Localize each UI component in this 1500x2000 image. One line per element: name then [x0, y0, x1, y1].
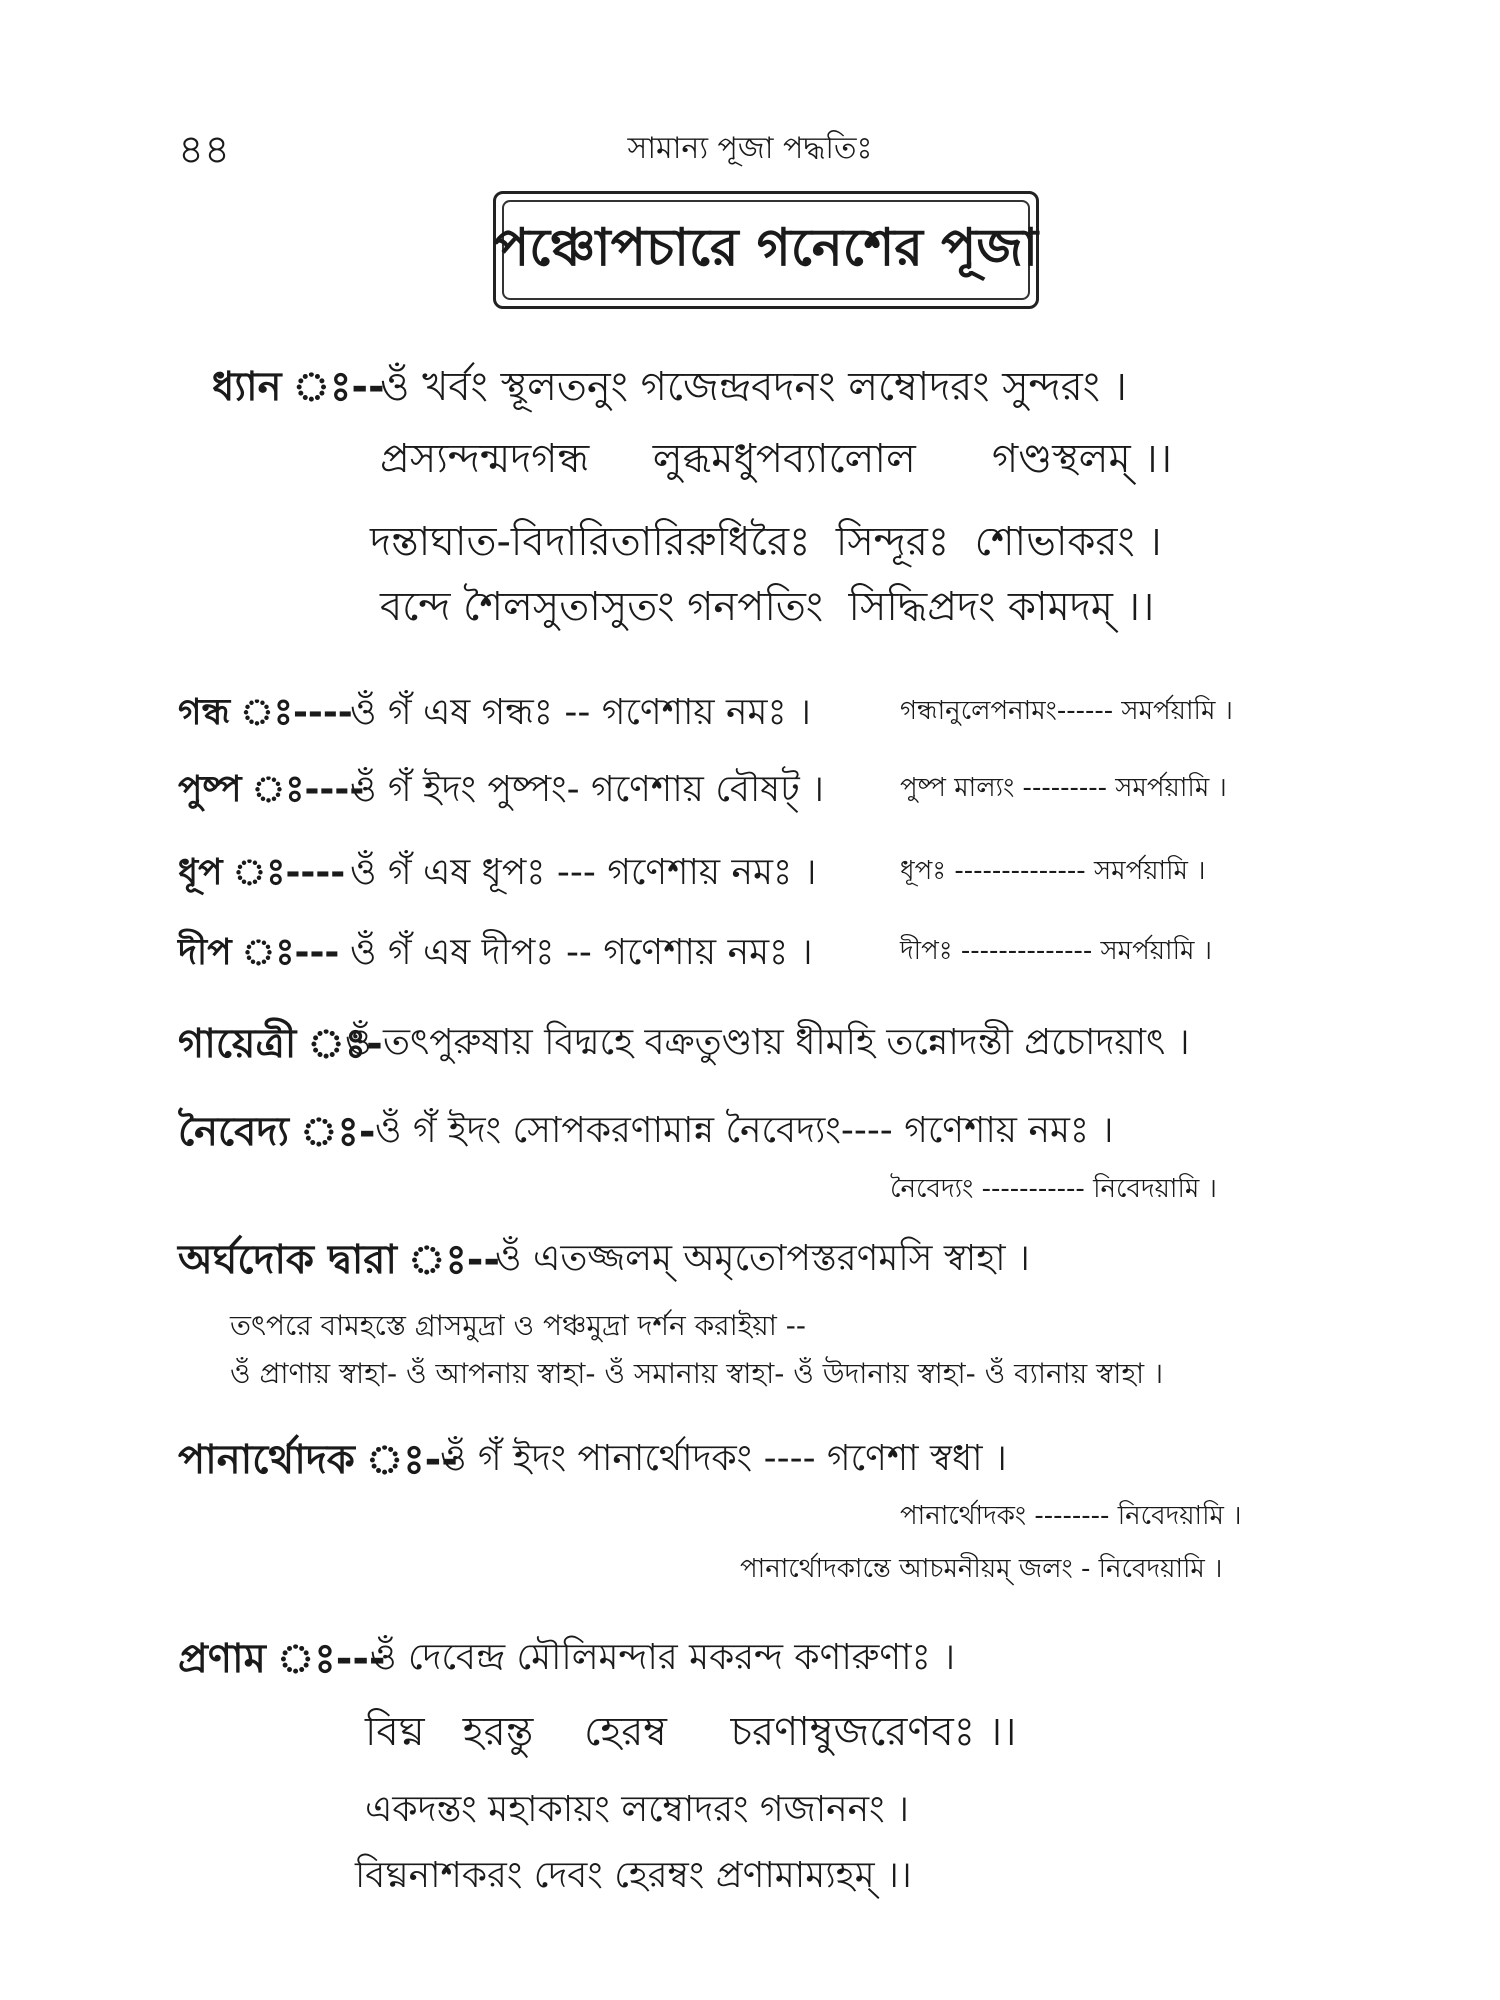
dhup-mantra: ওঁ গঁ এষ ধূপঃ --- গণেশায় নমঃ ।	[350, 852, 817, 893]
arghya-text: ওঁ এতজ্জলম্ অমৃতোপস্তরণমসি স্বাহা ।	[495, 1238, 1030, 1279]
dhup-label: ধূপ ঃ----	[178, 852, 346, 893]
arghya-note-2: ওঁ প্রাণায় স্বাহা- ওঁ আপনায় স্বাহা- ওঁ সমানায় স্বাহা- ওঁ উদানায় স্বাহা- ওঁ ব্যানায় স্বাহা ।	[230, 1357, 1164, 1390]
title-box	[493, 191, 1039, 309]
arghya-note-1: তৎপরে বামহস্তে গ্রাসমুদ্রা ও পঞ্চমুদ্রা দর্শন করাইয়া --	[230, 1309, 806, 1342]
page-title: পঞ্চোপচারে গনেশের পূজা	[502, 200, 1030, 300]
pranam-line-1: ওঁ দেবেন্দ্র মৌলিমন্দার মকরন্দ কণারুণাঃ ।	[370, 1637, 956, 1678]
dip-offer: দীপঃ -------------- সমর্পয়ামি ।	[900, 936, 1213, 966]
dip-label: দীপ ঃ---	[178, 932, 340, 973]
panartho-text: ওঁ গঁ ইদং পানার্থোদকং ---- গণেশা স্বধা ।	[440, 1438, 1007, 1479]
pushpa-label: পুষ্প ঃ----	[178, 769, 365, 810]
pranam-line-3: একদন্তং মহাকায়ং লম্বোদরং গজাননং ।	[365, 1789, 909, 1830]
dip-mantra: ওঁ গঁ এষ দীপঃ -- গণেশায় নমঃ ।	[350, 932, 813, 973]
dhyan-line-3: দন্তাঘাত-বিদারিতারিরুধিরৈঃ সিন্দূরঃ শোভাকরং ।	[370, 519, 1162, 565]
gayatri-text: ওঁ তৎপুরুষায় বিদ্মহে বক্রতুণ্ডায় ধীমহি তন্নোদন্তী প্রচোদয়াৎ ।	[345, 1022, 1190, 1063]
naivedya-text: ওঁ গঁ ইদং সোপকরণামান্ন নৈবেদ্যং---- গণেশায় নমঃ ।	[375, 1110, 1114, 1151]
pranam-line-4: বিঘ্ননাশকরং দেবং হেরম্বং প্রণামাম্যহম্ ।।	[355, 1855, 912, 1896]
gandha-mantra: ওঁ গঁ এষ গন্ধঃ -- গণেশায় নমঃ ।	[350, 692, 812, 733]
dhyan-label: ধ্যান ঃ--	[212, 364, 385, 410]
running-head: সামান্য পূজা পদ্ধতিঃ	[627, 131, 873, 166]
page-number: ৪৪	[178, 127, 230, 173]
naivedya-offer: নৈবেদ্যং ----------- নিবেদয়ামি ।	[890, 1174, 1217, 1204]
dhup-offer: ধূপঃ -------------- সমর্পয়ামি ।	[900, 856, 1206, 886]
panartho-offer-2: পানার্থোদকান্তে আচমনীয়ম্ জলং - নিবেদয়ামি ।	[740, 1554, 1223, 1584]
pushpa-offer: পুষ্প মাল্যং --------- সমর্পয়ামি ।	[900, 773, 1227, 803]
pushpa-mantra: ওঁ গঁ ইদং পুষ্পং- গণেশায় বৌষট্ ।	[350, 769, 825, 810]
pranam-label: প্রণাম ঃ---	[178, 1636, 386, 1682]
pranam-line-2: বিঘ্ন হরন্তু হেরম্ব চরণাম্বুজরেণবঃ ।।	[365, 1709, 1017, 1755]
arghya-label: অর্ঘদোক দ্বারা ঃ--	[178, 1237, 500, 1283]
dhyan-line-2: প্রস্যন্দন্মদগন্ধ লুব্ধমধুপব্যালোল গণ্ডস্থলম্ ।।	[380, 436, 1173, 482]
panartho-offer-1: পানার্থোদকং -------- নিবেদয়ামি ।	[900, 1501, 1242, 1531]
gandha-label: গন্ধ ঃ----	[178, 692, 353, 733]
dhyan-line-4: বন্দে শৈলসুতাসুতং গনপতিং সিদ্ধিপ্রদং কামদম্ ।।	[380, 584, 1155, 630]
panartho-label: পানার্থোদক ঃ--	[178, 1437, 458, 1483]
gayatri-label: গায়েত্রী ঃ-	[178, 1021, 383, 1067]
naivedya-label: নৈবেদ্য ঃ-	[178, 1109, 376, 1155]
dhyan-line-1: ওঁ খর্বং স্থূলতনুং গজেন্দ্রবদনং লম্বোদরং সুন্দরং ।	[380, 364, 1127, 410]
gandha-offer: গন্ধানুলেপনামং------ সমর্পয়ামি ।	[900, 696, 1233, 726]
